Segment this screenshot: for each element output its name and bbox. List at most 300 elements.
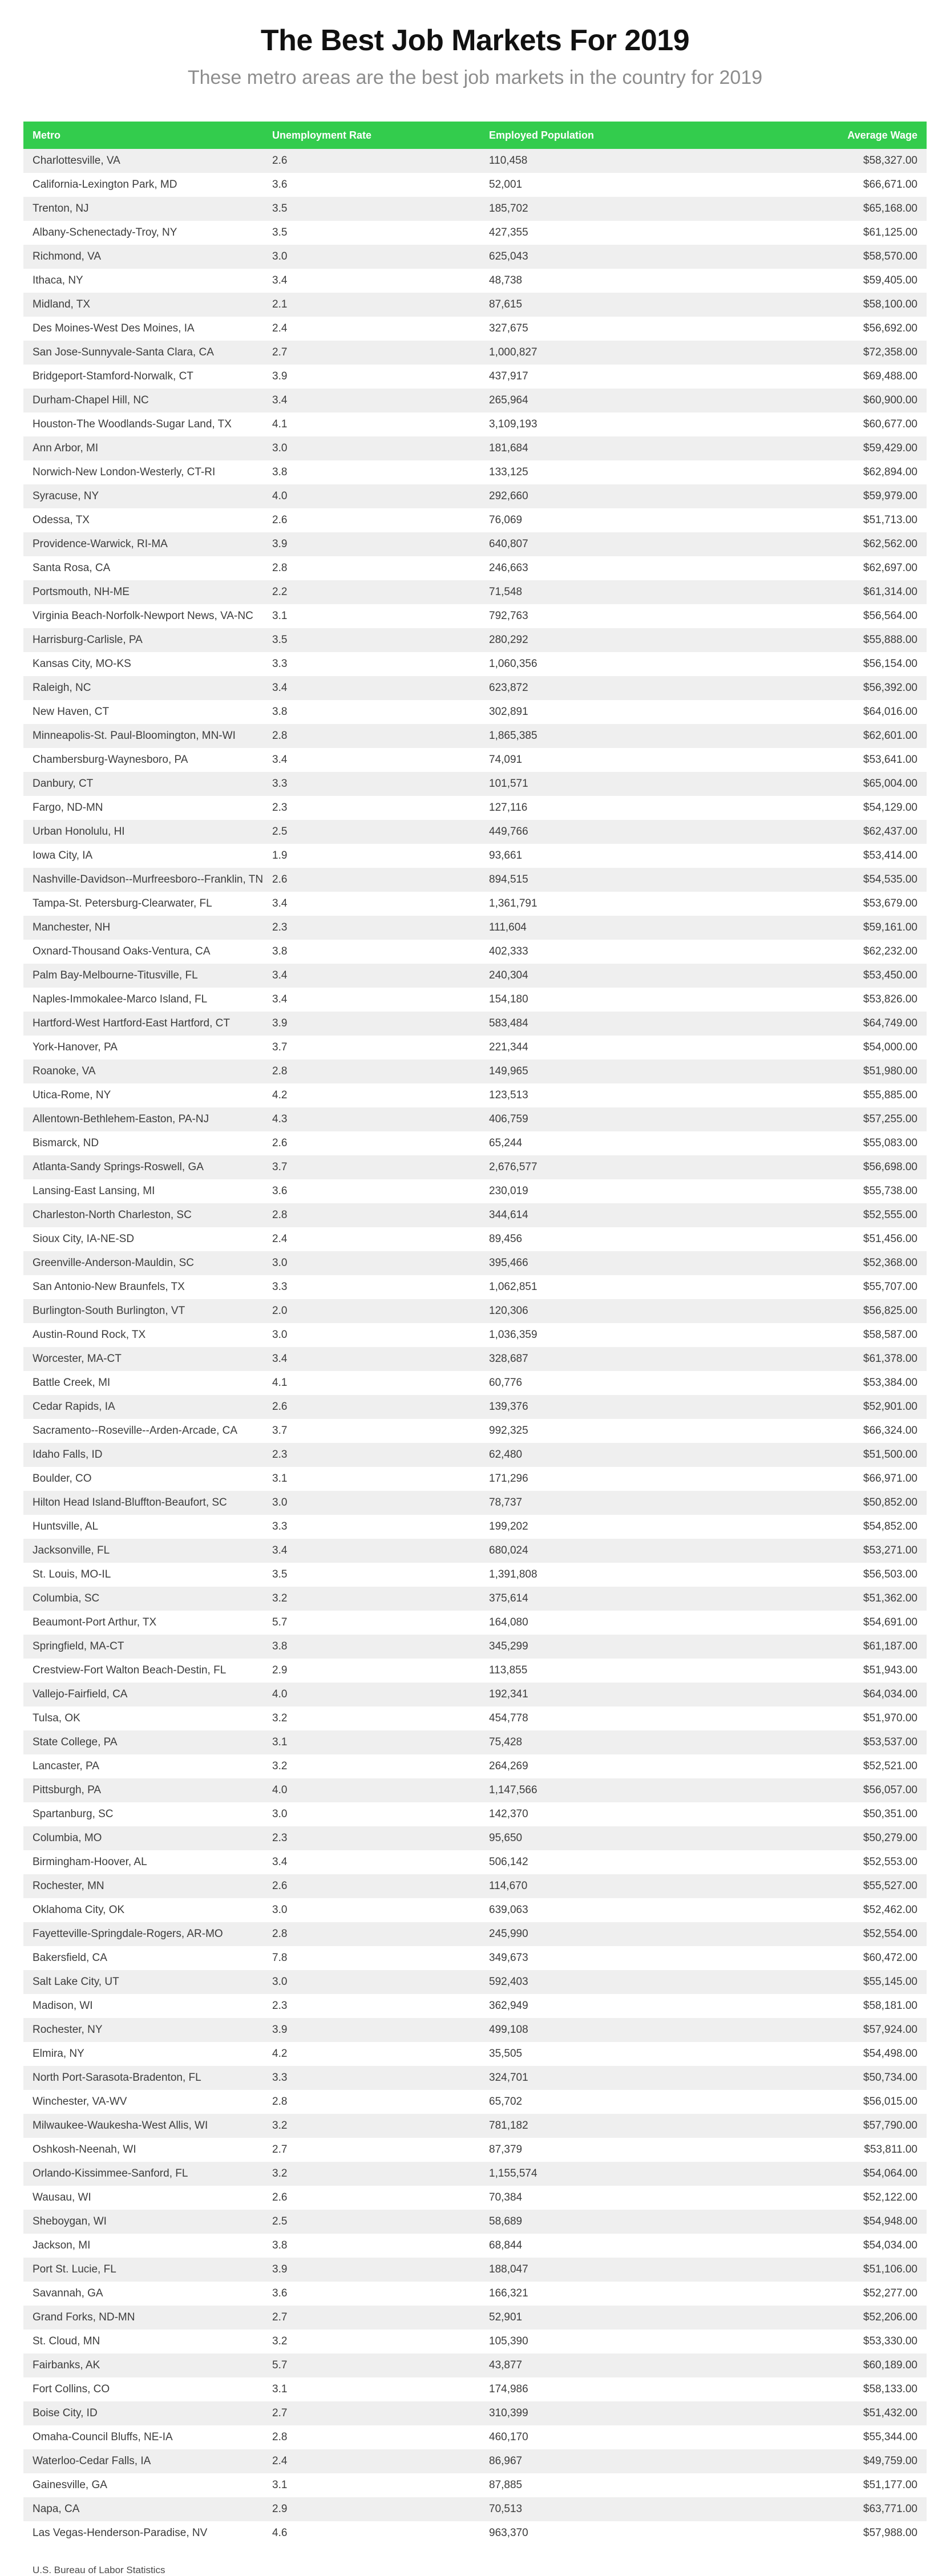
table-row [23, 1611, 927, 1635]
cell-employed-population: 625,043 [489, 250, 528, 263]
cell-metro: Midland, TX [33, 298, 91, 311]
cell-metro: Pittsburgh, PA [33, 1784, 102, 1797]
cell-average-wage: $53,811.00 [864, 2144, 917, 2156]
cell-employed-population: 792,763 [489, 610, 528, 622]
cell-unemployment-rate: 3.9 [272, 2024, 288, 2036]
cell-average-wage: $56,015.00 [863, 2096, 917, 2108]
table-row [23, 988, 927, 1012]
cell-employed-population: 171,296 [489, 1473, 528, 1485]
table-row [23, 2353, 927, 2377]
table-row [23, 1419, 927, 1443]
cell-metro: Port St. Lucie, FL [33, 2263, 116, 2276]
cell-average-wage: $52,553.00 [863, 1856, 917, 1869]
table-row [23, 1323, 927, 1347]
cell-unemployment-rate: 2.4 [272, 1233, 288, 1245]
table-row [23, 197, 927, 221]
cell-unemployment-rate: 3.1 [272, 2479, 288, 2492]
cell-unemployment-rate: 3.4 [272, 1353, 288, 1365]
cell-average-wage: $53,384.00 [863, 1377, 917, 1389]
cell-average-wage: $53,826.00 [863, 993, 917, 1006]
cell-metro: Milwaukee-Waukesha-West Allis, WI [33, 2120, 208, 2132]
cell-metro: Vallejo-Fairfield, CA [33, 1688, 128, 1701]
table-row [23, 1874, 927, 1898]
cell-unemployment-rate: 4.6 [272, 2527, 288, 2539]
cell-average-wage: $56,825.00 [863, 1305, 917, 1317]
table-row [23, 964, 927, 988]
cell-average-wage: $55,527.00 [863, 1880, 917, 1892]
cell-unemployment-rate: 3.0 [272, 1257, 288, 1269]
cell-metro: Sheboygan, WI [33, 2215, 107, 2228]
table-row [23, 2473, 927, 2497]
cell-metro: Greenville-Anderson-Mauldin, SC [33, 1257, 195, 1269]
cell-employed-population: 1,865,385 [489, 730, 537, 742]
table-row [23, 1371, 927, 1395]
cell-unemployment-rate: 3.8 [272, 466, 288, 479]
table-row [23, 2066, 927, 2090]
cell-metro: State College, PA [33, 1736, 118, 1749]
cell-metro: Durham-Chapel Hill, NC [33, 394, 149, 407]
cell-metro: Norwich-New London-Westerly, CT-RI [33, 466, 216, 479]
column-header-employed-population[interactable]: Employed Population [480, 122, 714, 149]
cell-employed-population: 230,019 [489, 1185, 528, 1198]
cell-unemployment-rate: 2.4 [272, 322, 288, 335]
table-row [23, 532, 927, 556]
table-row [23, 2210, 927, 2234]
table-row [23, 508, 927, 532]
cell-average-wage: $63,771.00 [863, 2503, 917, 2516]
cell-employed-population: 437,917 [489, 370, 528, 383]
table-row [23, 1227, 927, 1251]
cell-average-wage: $61,187.00 [863, 1640, 917, 1653]
cell-average-wage: $59,161.00 [863, 921, 917, 934]
cell-metro: Harrisburg-Carlisle, PA [33, 634, 143, 646]
table-row [23, 460, 927, 484]
cell-average-wage: $53,330.00 [863, 2335, 917, 2348]
cell-average-wage: $51,970.00 [863, 1712, 917, 1725]
table-row [23, 1778, 927, 1802]
cell-metro: Battle Creek, MI [33, 1377, 111, 1389]
table-row [23, 868, 927, 892]
cell-employed-population: 71,548 [489, 586, 523, 598]
cell-metro: Bridgeport-Stamford-Norwalk, CT [33, 370, 193, 383]
cell-average-wage: $56,154.00 [863, 658, 917, 670]
cell-average-wage: $59,405.00 [863, 274, 917, 287]
cell-average-wage: $64,034.00 [863, 1688, 917, 1701]
cell-unemployment-rate: 3.0 [272, 1497, 288, 1509]
cell-metro: Wausau, WI [33, 2191, 91, 2204]
cell-metro: Oklahoma City, OK [33, 1904, 125, 1916]
cell-metro: Idaho Falls, ID [33, 1449, 103, 1461]
cell-employed-population: 68,844 [489, 2239, 523, 2252]
cell-employed-population: 1,155,574 [489, 2167, 537, 2180]
cell-employed-population: 623,872 [489, 682, 528, 694]
cell-employed-population: 76,069 [489, 514, 523, 527]
cell-unemployment-rate: 3.6 [272, 1185, 288, 1198]
cell-employed-population: 449,766 [489, 826, 528, 838]
table-row [23, 245, 927, 269]
cell-average-wage: $51,432.00 [863, 2407, 917, 2420]
table-row [23, 724, 927, 748]
cell-average-wage: $57,790.00 [863, 2120, 917, 2132]
cell-average-wage: $58,327.00 [863, 155, 917, 167]
cell-unemployment-rate: 5.7 [272, 2359, 288, 2372]
cell-employed-population: 395,466 [489, 1257, 528, 1269]
cell-employed-population: 166,321 [489, 2287, 528, 2300]
cell-unemployment-rate: 3.8 [272, 945, 288, 958]
cell-unemployment-rate: 3.2 [272, 1592, 288, 1605]
cell-employed-population: 58,689 [489, 2215, 523, 2228]
cell-employed-population: 324,701 [489, 2072, 528, 2084]
table-row [23, 1946, 927, 1970]
table-row [23, 2162, 927, 2186]
jobs-table [23, 122, 927, 2545]
cell-employed-population: 70,513 [489, 2503, 523, 2516]
cell-metro: Ann Arbor, MI [33, 442, 99, 455]
cell-average-wage: $54,535.00 [863, 874, 917, 886]
table-row [23, 1802, 927, 1826]
cell-metro: Iowa City, IA [33, 850, 93, 862]
cell-unemployment-rate: 3.5 [272, 634, 288, 646]
table-row [23, 221, 927, 245]
cell-unemployment-rate: 2.2 [272, 586, 288, 598]
column-header-unemployment-rate[interactable]: Unemployment Rate [263, 122, 480, 149]
cell-employed-population: 74,091 [489, 754, 523, 766]
table-row [23, 1179, 927, 1203]
table-row [23, 940, 927, 964]
cell-employed-population: 181,684 [489, 442, 528, 455]
cell-metro: Hartford-West Hartford-East Hartford, CT [33, 1017, 230, 1030]
cell-unemployment-rate: 2.9 [272, 2503, 288, 2516]
cell-metro: Manchester, NH [33, 921, 111, 934]
cell-unemployment-rate: 3.7 [272, 1041, 288, 1054]
cell-metro: Bakersfield, CA [33, 1952, 107, 1964]
cell-average-wage: $59,979.00 [863, 490, 917, 503]
table-row [23, 1251, 927, 1275]
cell-average-wage: $54,691.00 [863, 1616, 917, 1629]
table-row [23, 772, 927, 796]
cell-average-wage: $52,901.00 [863, 1401, 917, 1413]
cell-metro: Lancaster, PA [33, 1760, 99, 1773]
cell-employed-population: 95,650 [489, 1832, 523, 1845]
cell-employed-population: 292,660 [489, 490, 528, 503]
table-row [23, 796, 927, 820]
cell-employed-population: 592,403 [489, 1976, 528, 1988]
table-row [23, 556, 927, 580]
cell-metro: Tampa-St. Petersburg-Clearwater, FL [33, 897, 212, 910]
cell-unemployment-rate: 2.3 [272, 1832, 288, 1845]
cell-average-wage: $51,943.00 [863, 1664, 917, 1677]
cell-unemployment-rate: 3.4 [272, 394, 288, 407]
cell-average-wage: $56,057.00 [863, 1784, 917, 1797]
cell-unemployment-rate: 3.9 [272, 1017, 288, 1030]
cell-metro: Des Moines-West Des Moines, IA [33, 322, 195, 335]
cell-average-wage: $53,414.00 [863, 850, 917, 862]
table-row [23, 173, 927, 197]
cell-metro: Syracuse, NY [33, 490, 99, 503]
cell-metro: Jackson, MI [33, 2239, 91, 2252]
cell-employed-population: 246,663 [489, 562, 528, 575]
cell-metro: Huntsville, AL [33, 1520, 99, 1533]
cell-average-wage: $55,083.00 [863, 1137, 917, 1150]
cell-average-wage: $60,900.00 [863, 394, 917, 407]
cell-employed-population: 310,399 [489, 2407, 528, 2420]
cell-metro: Burlington-South Burlington, VT [33, 1305, 185, 1317]
cell-metro: York-Hanover, PA [33, 1041, 118, 1054]
cell-average-wage: $54,948.00 [863, 2215, 917, 2228]
cell-average-wage: $54,064.00 [863, 2167, 917, 2180]
cell-unemployment-rate: 5.7 [272, 1616, 288, 1629]
title-block [0, 16, 950, 90]
cell-employed-population: 48,738 [489, 274, 523, 287]
cell-metro: Fairbanks, AK [33, 2359, 100, 2372]
cell-average-wage: $60,472.00 [863, 1952, 917, 1964]
cell-average-wage: $58,181.00 [863, 2000, 917, 2012]
cell-unemployment-rate: 2.8 [272, 1065, 288, 1078]
cell-metro: Providence-Warwick, RI-MA [33, 538, 168, 551]
cell-unemployment-rate: 2.3 [272, 1449, 288, 1461]
table-row [23, 700, 927, 724]
cell-employed-population: 328,687 [489, 1353, 528, 1365]
cell-employed-population: 1,147,566 [489, 1784, 537, 1797]
cell-metro: Tulsa, OK [33, 1712, 80, 1725]
cell-employed-population: 52,901 [489, 2311, 523, 2324]
cell-metro: Lansing-East Lansing, MI [33, 1185, 155, 1198]
cell-employed-population: 154,180 [489, 993, 528, 1006]
cell-employed-population: 199,202 [489, 1520, 528, 1533]
cell-employed-population: 302,891 [489, 706, 528, 718]
cell-metro: Sioux City, IA-NE-SD [33, 1233, 135, 1245]
cell-employed-population: 362,949 [489, 2000, 528, 2012]
source-note: U.S. Bureau of Labor Statistics [33, 2565, 165, 2576]
cell-unemployment-rate: 3.2 [272, 2120, 288, 2132]
cell-metro: San Jose-Sunnyvale-Santa Clara, CA [33, 346, 214, 359]
cell-average-wage: $55,738.00 [863, 1185, 917, 1198]
cell-metro: Napa, CA [33, 2503, 80, 2516]
cell-average-wage: $60,677.00 [863, 418, 917, 431]
table-row [23, 1275, 927, 1299]
cell-unemployment-rate: 3.3 [272, 2072, 288, 2084]
cell-average-wage: $56,698.00 [863, 1161, 917, 1174]
cell-metro: San Antonio-New Braunfels, TX [33, 1281, 185, 1293]
cell-unemployment-rate: 3.4 [272, 682, 288, 694]
table-row [23, 1730, 927, 1754]
cell-average-wage: $53,271.00 [863, 1544, 917, 1557]
cell-average-wage: $54,129.00 [863, 802, 917, 814]
cell-unemployment-rate: 2.6 [272, 514, 288, 527]
cell-employed-population: 499,108 [489, 2024, 528, 2036]
cell-employed-population: 86,967 [489, 2455, 523, 2468]
cell-employed-population: 43,877 [489, 2359, 523, 2372]
cell-unemployment-rate: 2.0 [272, 1305, 288, 1317]
cell-unemployment-rate: 3.0 [272, 1976, 288, 1988]
table-row [23, 1898, 927, 1922]
cell-metro: St. Louis, MO-IL [33, 1568, 111, 1581]
cell-metro: Nashville-Davidson--Murfreesboro--Franklin, TN [33, 874, 263, 886]
cell-employed-population: 87,379 [489, 2144, 523, 2156]
cell-employed-population: 105,390 [489, 2335, 528, 2348]
cell-unemployment-rate: 3.2 [272, 1712, 288, 1725]
cell-metro: North Port-Sarasota-Bradenton, FL [33, 2072, 201, 2084]
column-header-metro[interactable]: Metro [23, 122, 263, 149]
cell-metro: Cedar Rapids, IA [33, 1401, 115, 1413]
cell-unemployment-rate: 3.1 [272, 1736, 288, 1749]
cell-unemployment-rate: 3.3 [272, 1281, 288, 1293]
cell-metro: New Haven, CT [33, 706, 110, 718]
cell-average-wage: $64,016.00 [863, 706, 917, 718]
cell-unemployment-rate: 3.3 [272, 778, 288, 790]
table-row [23, 389, 927, 413]
table-row [23, 2401, 927, 2425]
cell-metro: Bismarck, ND [33, 1137, 99, 1150]
cell-unemployment-rate: 3.8 [272, 706, 288, 718]
table-row [23, 1131, 927, 1155]
cell-unemployment-rate: 2.6 [272, 1137, 288, 1150]
cell-unemployment-rate: 3.7 [272, 1425, 288, 1437]
cell-average-wage: $52,206.00 [863, 2311, 917, 2324]
cell-metro: Waterloo-Cedar Falls, IA [33, 2455, 151, 2468]
table-row [23, 2497, 927, 2521]
cell-metro: Sacramento--Roseville--Arden-Arcade, CA [33, 1425, 238, 1437]
cell-metro: Elmira, NY [33, 2048, 84, 2060]
table-row [23, 2186, 927, 2210]
cell-unemployment-rate: 3.1 [272, 2383, 288, 2396]
cell-metro: Grand Forks, ND-MN [33, 2311, 135, 2324]
table-row [23, 1754, 927, 1778]
cell-metro: Charleston-North Charleston, SC [33, 1209, 192, 1222]
column-header-average-wage[interactable]: Average Wage [714, 122, 927, 149]
cell-employed-population: 280,292 [489, 634, 528, 646]
cell-employed-population: 65,244 [489, 1137, 523, 1150]
cell-metro: Savannah, GA [33, 2287, 103, 2300]
table-row [23, 1515, 927, 1539]
cell-unemployment-rate: 3.5 [272, 203, 288, 215]
table-header [23, 122, 927, 149]
cell-employed-population: 460,170 [489, 2431, 528, 2444]
table-row [23, 916, 927, 940]
cell-unemployment-rate: 3.0 [272, 1904, 288, 1916]
cell-employed-population: 142,370 [489, 1808, 528, 1821]
cell-metro: Rochester, NY [33, 2024, 103, 2036]
cell-metro: Minneapolis-St. Paul-Bloomington, MN-WI [33, 730, 236, 742]
cell-average-wage: $49,759.00 [863, 2455, 917, 2468]
table-row [23, 293, 927, 317]
cell-average-wage: $59,429.00 [863, 442, 917, 455]
cell-metro: Spartanburg, SC [33, 1808, 114, 1821]
cell-average-wage: $51,456.00 [863, 1233, 917, 1245]
cell-metro: Springfield, MA-CT [33, 1640, 124, 1653]
cell-unemployment-rate: 3.1 [272, 610, 288, 622]
cell-average-wage: $54,852.00 [863, 1520, 917, 1533]
cell-average-wage: $52,554.00 [863, 1928, 917, 1940]
table-row [23, 1036, 927, 1059]
cell-metro: Chambersburg-Waynesboro, PA [33, 754, 188, 766]
table-row [23, 580, 927, 604]
cell-unemployment-rate: 3.5 [272, 1568, 288, 1581]
cell-employed-population: 1,062,851 [489, 1281, 537, 1293]
table-row [23, 2306, 927, 2330]
cell-employed-population: 639,063 [489, 1904, 528, 1916]
table-row [23, 1970, 927, 1994]
table-row [23, 341, 927, 365]
cell-unemployment-rate: 2.6 [272, 1401, 288, 1413]
cell-employed-population: 123,513 [489, 1089, 528, 1102]
cell-unemployment-rate: 1.9 [272, 850, 288, 862]
cell-employed-population: 35,505 [489, 2048, 523, 2060]
cell-unemployment-rate: 3.9 [272, 2263, 288, 2276]
cell-unemployment-rate: 3.0 [272, 442, 288, 455]
cell-metro: Oxnard-Thousand Oaks-Ventura, CA [33, 945, 211, 958]
cell-average-wage: $53,679.00 [863, 897, 917, 910]
cell-unemployment-rate: 7.8 [272, 1952, 288, 1964]
cell-average-wage: $69,488.00 [863, 370, 917, 383]
cell-unemployment-rate: 3.4 [272, 754, 288, 766]
cell-metro: Columbia, MO [33, 1832, 102, 1845]
cell-metro: Trenton, NJ [33, 203, 89, 215]
table-row [23, 1059, 927, 1083]
cell-unemployment-rate: 2.9 [272, 1664, 288, 1677]
cell-employed-population: 265,964 [489, 394, 528, 407]
cell-employed-population: 221,344 [489, 1041, 528, 1054]
cell-average-wage: $52,521.00 [863, 1760, 917, 1773]
cell-metro: Hilton Head Island-Bluffton-Beaufort, SC [33, 1497, 227, 1509]
cell-employed-population: 127,116 [489, 802, 528, 814]
table-row [23, 2138, 927, 2162]
cell-average-wage: $62,601.00 [863, 730, 917, 742]
cell-employed-population: 185,702 [489, 203, 528, 215]
cell-average-wage: $58,587.00 [863, 1329, 917, 1341]
cell-average-wage: $66,971.00 [863, 1473, 917, 1485]
cell-unemployment-rate: 2.6 [272, 2191, 288, 2204]
cell-average-wage: $66,324.00 [863, 1425, 917, 1437]
cell-unemployment-rate: 3.2 [272, 2335, 288, 2348]
table-row [23, 1155, 927, 1179]
cell-employed-population: 87,885 [489, 2479, 523, 2492]
table-row [23, 1563, 927, 1587]
cell-average-wage: $55,145.00 [863, 1976, 917, 1988]
cell-unemployment-rate: 2.8 [272, 1928, 288, 1940]
cell-unemployment-rate: 4.0 [272, 1784, 288, 1797]
cell-metro: Richmond, VA [33, 250, 102, 263]
table-row [23, 1299, 927, 1323]
cell-unemployment-rate: 3.0 [272, 250, 288, 263]
cell-unemployment-rate: 4.2 [272, 2048, 288, 2060]
table-row [23, 1107, 927, 1131]
cell-metro: Fayetteville-Springdale-Rogers, AR-MO [33, 1928, 223, 1940]
cell-employed-population: 640,807 [489, 538, 528, 551]
cell-average-wage: $61,378.00 [863, 1353, 917, 1365]
cell-employed-population: 52,001 [489, 179, 523, 191]
table-row [23, 317, 927, 341]
cell-employed-population: 75,428 [489, 1736, 523, 1749]
table-row [23, 1635, 927, 1659]
table-row [23, 676, 927, 700]
cell-metro: Salt Lake City, UT [33, 1976, 119, 1988]
table-row [23, 1587, 927, 1611]
cell-employed-population: 2,676,577 [489, 1161, 537, 1174]
cell-employed-population: 327,675 [489, 322, 528, 335]
table-row [23, 748, 927, 772]
cell-metro: Palm Bay-Melbourne-Titusville, FL [33, 969, 198, 982]
cell-employed-population: 245,990 [489, 1928, 528, 1940]
cell-employed-population: 264,269 [489, 1760, 528, 1773]
cell-unemployment-rate: 3.0 [272, 1329, 288, 1341]
cell-average-wage: $53,641.00 [863, 754, 917, 766]
cell-unemployment-rate: 2.3 [272, 921, 288, 934]
cell-employed-population: 344,614 [489, 1209, 528, 1222]
cell-unemployment-rate: 3.4 [272, 1544, 288, 1557]
cell-employed-population: 192,341 [489, 1688, 528, 1701]
cell-metro: Jacksonville, FL [33, 1544, 110, 1557]
